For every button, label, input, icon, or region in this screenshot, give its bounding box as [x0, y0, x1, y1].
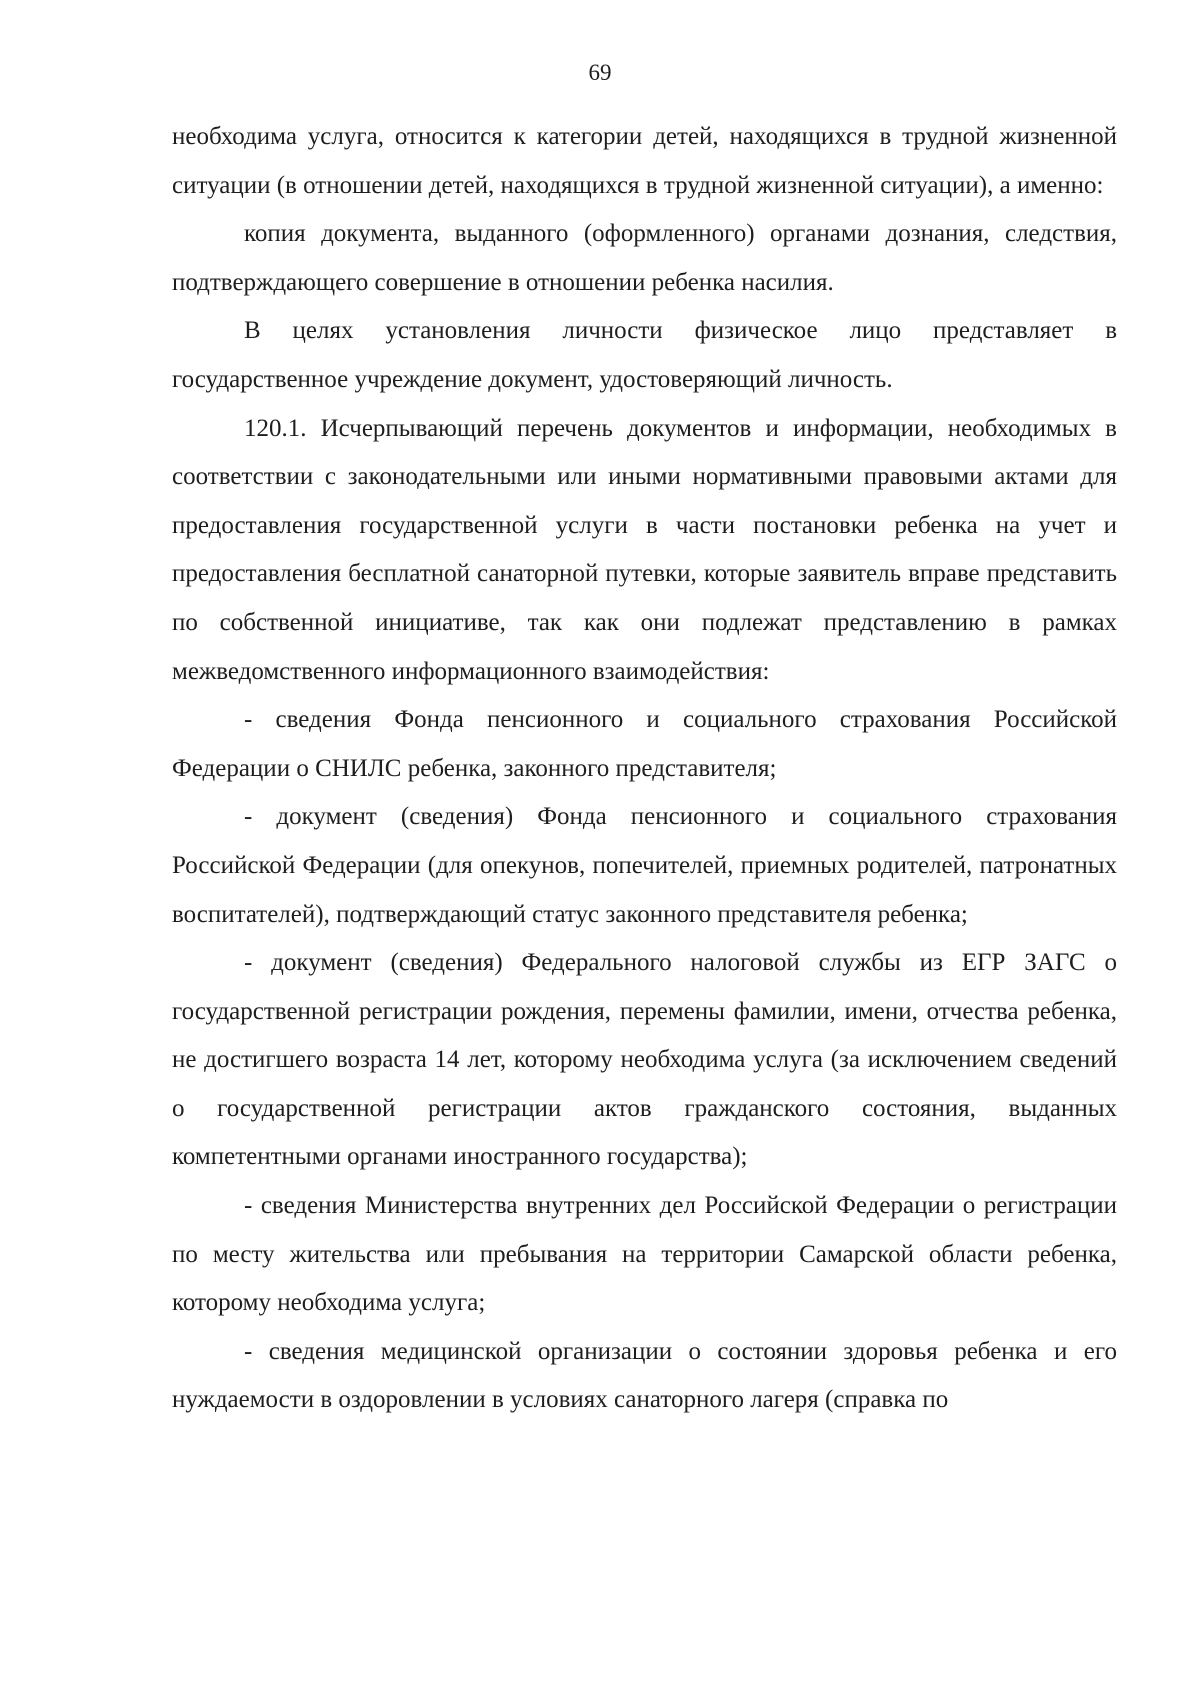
page-number: 69 — [588, 60, 612, 85]
paragraph-inquiry-copy: копия документа, выданного (оформленного) органами дознания, следствия, подтверждающего совершение в отношении ребенка насилия. — [172, 220, 1117, 296]
list-item-medical: - сведения медицинской организации о состоянии здоровья ребенка и его нуждаемости в оздоровлении в условиях санаторного лагеря (справка по — [172, 1337, 1117, 1414]
list-item-snils: - сведения Фонда пенсионного и социального страхования Российской Федерации о СНИЛС ребенка, законного представителя; — [172, 706, 1117, 782]
document-body — [172, 113, 1117, 1425]
paragraph-120-1: 120.1. Исчерпывающий перечень документов и информации, необходимых в соответствии с законодательными или иными нормативными правовыми актами для предоставления государственной услуги в части постановки ребенка на учет и предоставления бесплатной санаторной путевки, которые заявитель вправе представить по собственной инициативе, так как они подлежат представлению в рамках межведомственного информационного взаимодействия: — [172, 414, 1117, 685]
paragraph-identity: В целях установления личности физическое лицо представляет в государственное учреждение документ, удостоверяющий личность. — [172, 317, 1117, 393]
paragraph-continuation: необходима услуга, относится к категории детей, находящихся в трудной жизненной ситуации (в отношении детей, находящихся в трудной жизненной ситуации), а именно: — [172, 123, 1117, 199]
list-item-zags: - документ (сведения) Федерального налоговой службы из ЕГР ЗАГС о государственной регистрации рождения, перемены фамилии, имени, отчества ребенка, не достигшего возраста 14 лет, которому необходима услуга (за исключением сведений о государственной регистрации актов гражданского состояния, выданных компетентными органами иностранного государства); — [172, 949, 1117, 1171]
list-item-registration: - сведения Министерства внутренних дел Российской Федерации о регистрации по месту жительства или пребывания на территории Самарской области ребенка, которому необходима услуга; — [172, 1192, 1117, 1317]
list-item-guardian-status: - документ (сведения) Фонда пенсионного и социального страхования Российской Федерации (для опекунов, попечителей, приемных родителей, патронатных воспитателей), подтверждающий статус законного представителя ребенка; — [172, 803, 1117, 928]
